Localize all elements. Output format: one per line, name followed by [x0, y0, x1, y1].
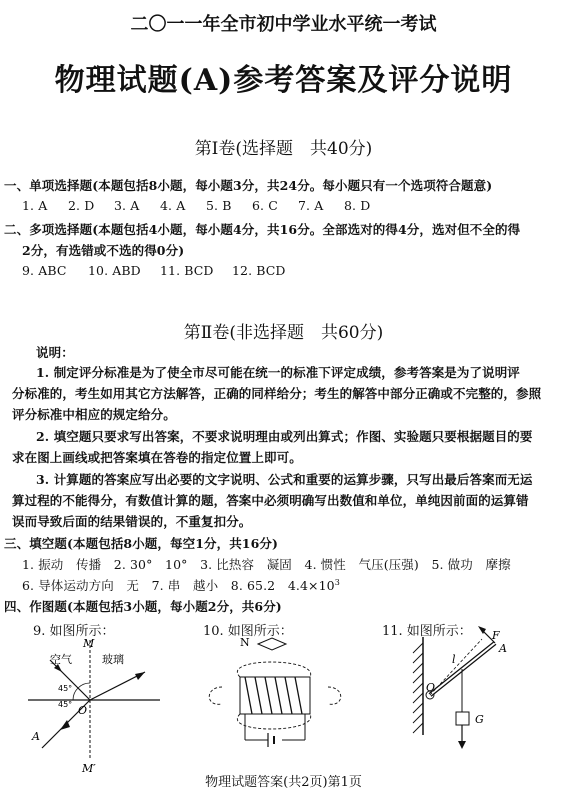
field-line-top — [237, 662, 310, 677]
section2-answers — [22, 263, 567, 278]
exponent: 3 — [334, 577, 340, 587]
label-l: l — [452, 653, 456, 666]
notes-label: 说明： — [36, 345, 74, 360]
field-line-right — [328, 687, 341, 704]
figure-11-lever-diagram — [395, 625, 525, 765]
answer-9: 9. ABC — [22, 263, 67, 278]
section4-title: 四、作图题(本题包括3小题，每小题2分，共6分) — [4, 599, 282, 614]
fig10-caption: 10. 如图所示： — [203, 624, 293, 639]
exam-title: 二〇一一年全市初中学业水平统一考试 — [130, 14, 437, 35]
field-line-bottom — [237, 714, 310, 729]
section3-answers-line2 — [22, 576, 567, 594]
answer-1: 1. A — [22, 198, 48, 213]
answer-4: 4. A — [160, 198, 186, 213]
section2-title-line2: 2分，有选错或不选的得0分) — [22, 243, 185, 258]
label-angle2: 45° — [58, 700, 73, 709]
label-g: G — [475, 713, 484, 726]
label-m-bottom: M′ — [82, 762, 96, 775]
figure-9-refraction-diagram — [20, 630, 170, 775]
label-f: F — [492, 629, 500, 642]
label-o: O — [426, 681, 436, 694]
label-glass: 玻璃 — [102, 653, 124, 666]
note-line: 算过程的不能得分，有数值计算的题，答案中必须明确写出数值和单位，单纯因前面的运算错 — [12, 493, 529, 508]
volume1-title: 第Ⅰ卷(选择题 共40分) — [194, 139, 373, 159]
answer-12: 12. BCD — [232, 263, 286, 278]
section2-title-line1: 二、多项选择题(本题包括4小题，每小题4分，共16分。全部选对的得4分，选对但不全的得 — [4, 222, 521, 237]
label-a: A — [32, 730, 40, 743]
solenoid-coil — [245, 677, 302, 714]
section3-answers-line2-text: 6. 导体运动方向 无 7. 串 越小 8. 65.2 4.4×10 — [22, 578, 335, 593]
answer-3: 3. A — [114, 198, 140, 213]
refracted-arrow — [135, 672, 145, 680]
fig9-caption: 9. 如图所示： — [33, 624, 115, 639]
main-title: 物理试题(A)参考答案及评分说明 — [54, 63, 513, 98]
answer-8: 8. D — [344, 198, 371, 213]
answer-11: 11. BCD — [160, 263, 214, 278]
answer-6: 6. C — [252, 198, 278, 213]
label-n: N — [240, 636, 250, 649]
section3-answers-line1: 1. 振动 传播 2. 30° 10° 3. 比热容 凝固 4. 惯性 气压(压强) 5. 做功 摩擦 — [22, 557, 511, 572]
volume2-title: 第Ⅱ卷(非选择题 共60分) — [183, 323, 384, 343]
answer-10: 10. ABD — [88, 263, 141, 278]
page-footer: 物理试题答案(共2页)第1页 — [205, 775, 362, 790]
answer-2: 2. D — [68, 198, 95, 213]
label-angle1: 45° — [58, 684, 73, 693]
note-line: 2. 填空题只要求写出答案，不要求说明理由或列出算式；作图、实验题只要根据题目的要 — [36, 429, 533, 444]
note-line: 误而导致后面的结果错误的，不重复扣分。 — [12, 514, 252, 529]
note-line: 分标准的，考生如用其它方法解答，正确的同样给分；考生的解答中部分正确或不完整的，参照 — [12, 386, 542, 401]
compass-needle — [258, 638, 286, 650]
label-m-top: M — [83, 637, 95, 650]
fig11-caption: 11. 如图所示： — [382, 624, 472, 639]
label-a: A — [499, 642, 507, 655]
note-line: 求在图上画线或把答案填在答卷的指定位置上即可。 — [12, 450, 302, 465]
section1-answers — [22, 198, 567, 213]
wall-hatching — [413, 643, 423, 733]
field-line-left — [209, 687, 222, 704]
label-air: 空气 — [50, 653, 72, 666]
figure-10-solenoid-diagram — [200, 632, 350, 752]
answer-7: 7. A — [298, 198, 324, 213]
weight-block — [456, 712, 469, 725]
section3-title: 三、填空题(本题包括8小题，每空1分，共16分) — [4, 536, 279, 551]
note-line: 3. 计算题的答案应写出必要的文字说明、公式和重要的运算步骤，只写出最后答案而无运 — [36, 472, 533, 487]
lever-arm-line — [430, 639, 482, 695]
note-line: 评分标准中相应的规定给分。 — [12, 407, 176, 422]
answer-5: 5. B — [206, 198, 232, 213]
note-line: 1. 制定评分标准是为了使全市尽可能在统一的标准下评定成绩，参考答案是为了说明评 — [36, 365, 520, 380]
label-o: O — [78, 704, 88, 717]
section1-title: 一、单项选择题(本题包括8小题，每小题3分，共24分。每小题只有一个选项符合题意) — [4, 178, 493, 193]
